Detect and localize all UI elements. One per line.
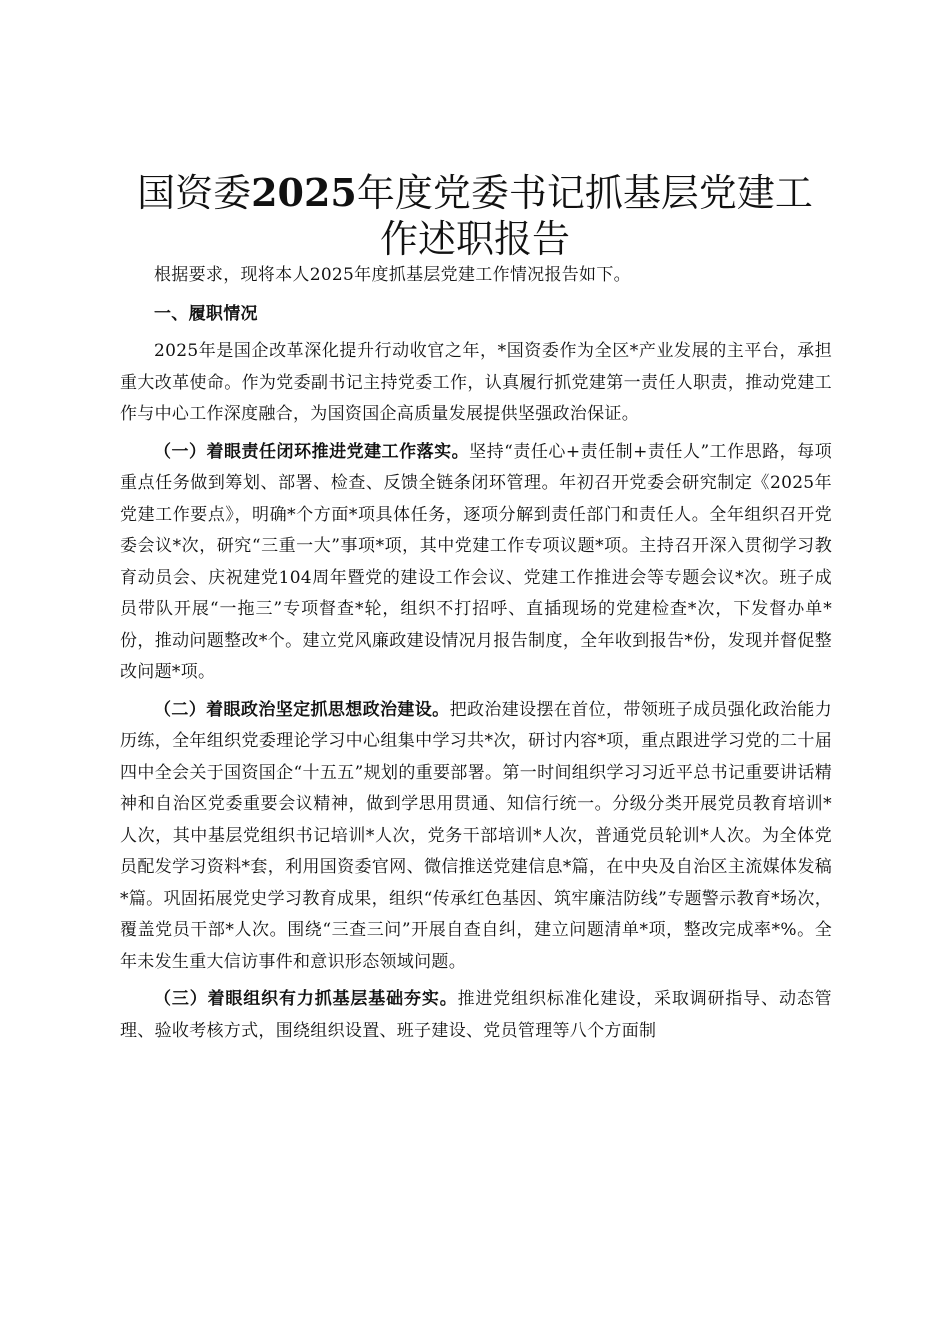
title-part-1: 国资委 [137, 171, 252, 215]
item-paragraph-1 [120, 437, 832, 689]
document-body [120, 260, 832, 1053]
section-heading: 一、履职情况 [154, 303, 258, 324]
item-text-2: 把政治建设摆在首位，带领班子成员强化政治能力历练，全年组织党委理论学习中心组集中学习共*次，研讨内容*项，重点跟进学习党的二十届四中全会关于国资国企“十五五”规划的重要部署。第一时间组织学习习近平总书记重要讲话精神和自治区党委重要会议精神，做到学思用贯通、知信行统一。分级分类开展党员教育培训*人次，其中基层党组织书记培训*人次，党务干部培训*人次，普通党员轮训*人次。为全体党员配发学习资料*套，利用国资委官网、微信推送党建信息*篇，在中央及自治区主流媒体发稿*篇。巩固拓展党史学习教育成果，组织“传承红色基因、筑牢廉洁防线”专题警示教育*场次，覆盖党员干部*人次。围绕“三查三问”开展自查自纠，建立问题清单*项，整改完成率*%。全年未发生重大信访事件和意识形态领域问题。 [120, 699, 832, 972]
title-year: 2025 [251, 170, 357, 215]
item-heading-2: （二）着眼政治坚定抓思想政治建设。 [154, 699, 450, 720]
item-heading-3: （三）着眼组织有力抓基层基础夯实。 [154, 989, 458, 1009]
item-text-3: 推进党组织标准化建设，采取调研指导、动态管理、验收考核方式，围绕组织设置、班子建设、党员管理等八个方面制 [120, 989, 832, 1041]
item-text-1: 坚持“责任心+责任制+责任人”工作思路，每项重点任务做到筹划、部署、检查、反馈全链条闭环管理。年初召开党委会研究制定《2025年党建工作要点》，明确*个方面*项具体任务，逐项分解到责任部门和责任人。全年组织召开党委会议*次，研究“三重一大”事项*项，其中党建工作专项议题*项。主持召开深入贯彻学习教育动员会、庆祝建党104周年暨党的建设工作会议、党建工作推进会等专题会议*次。班子成员带队开展“一拖三”专项督查*轮，组织不打招呼、直插现场的党建检查*次，下发督办单*份，推动问题整改*个。建立党风廉政建设情况月报告制度，全年收到报告*份，发现并督促整改问题*项。 [120, 441, 832, 682]
document-title [120, 170, 830, 262]
intro-paragraph: 根据要求，现将本人2025年度抓基层党建工作情况报告如下。 [154, 265, 631, 285]
item-paragraph-2 [120, 695, 832, 979]
item-paragraph-3 [120, 984, 832, 1047]
title-part-2: 年度党委书记抓基层党建工作述职报告 [356, 171, 813, 261]
item-heading-1: （一）着眼责任闭环推进党建工作落实。 [154, 441, 470, 462]
body-paragraph: 2025年是国企改革深化提升行动收官之年，*国资委作为全区*产业发展的主平台，承担重大改革使命。作为党委副书记主持党委工作，认真履行抓党建第一责任人职责，推动党建工作与中心工作深度融合，为国资国企高质量发展提供坚强政治保证。 [120, 341, 832, 424]
